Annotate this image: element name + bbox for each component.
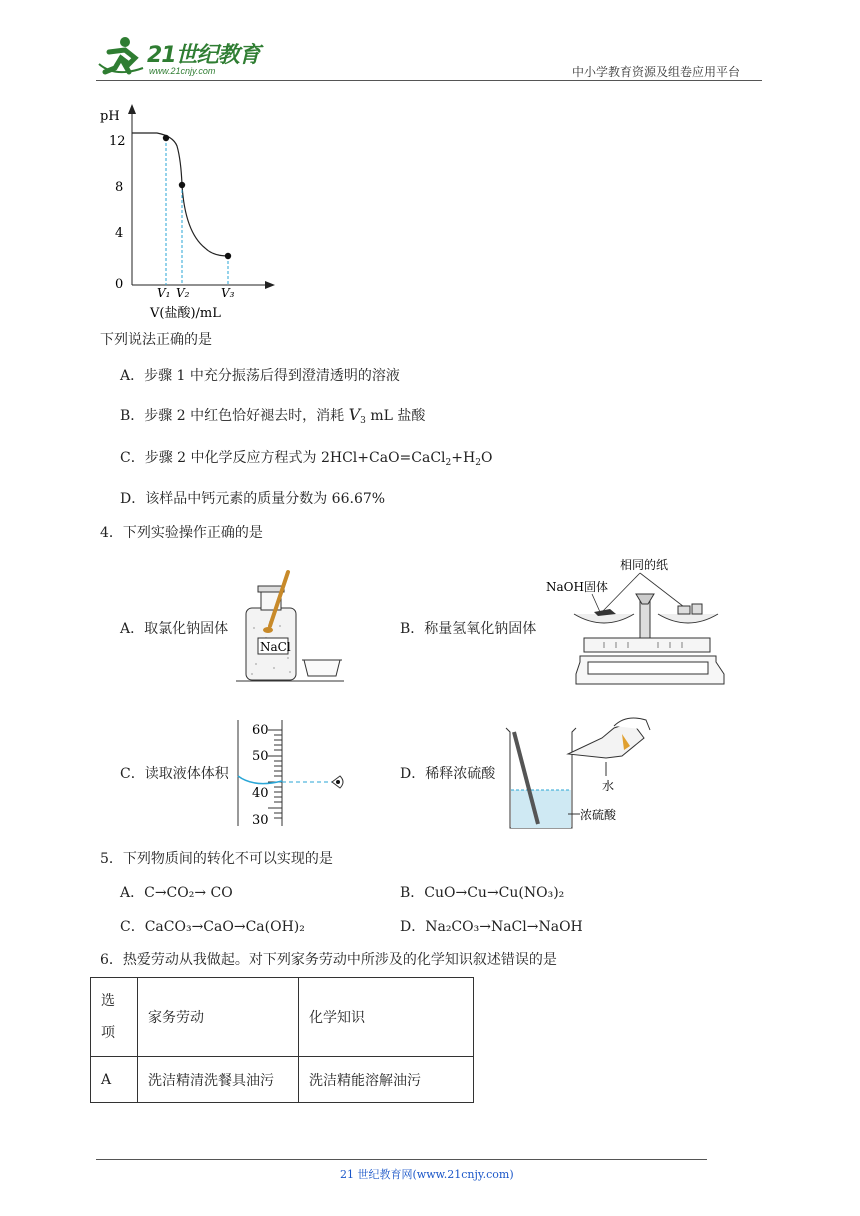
q5-option-a: A．C→CO₂→ CO — [120, 885, 233, 901]
beaker-liquid — [511, 790, 571, 828]
q5-stem: 5．下列物质间的转化不可以实现的是 — [100, 851, 333, 867]
eye-icon — [332, 776, 343, 788]
ph-titration-graph — [95, 100, 295, 332]
footer-rule — [96, 1159, 707, 1160]
logo-text: 21世纪教育 — [147, 43, 260, 68]
q5-option-b: B．CuO→Cu→Cu(NO₃)₂ — [400, 885, 565, 901]
balance-label-paper: 相同的纸 — [620, 558, 669, 572]
runner-logo-icon — [95, 34, 147, 78]
y-axis-label: pH — [100, 109, 120, 124]
y-tick-8: 8 — [115, 180, 124, 195]
row-a-option: A — [91, 1057, 138, 1103]
point-v3 — [225, 253, 231, 259]
x-axis-label: V(盐酸)/mL — [150, 306, 221, 321]
header-rule — [96, 80, 762, 81]
ph-curve — [132, 133, 228, 256]
table-row — [91, 1057, 474, 1103]
q3-stem: 下列说法正确的是 — [100, 332, 212, 348]
table-header-row — [91, 978, 474, 1057]
header-option: 选 项 — [91, 978, 138, 1057]
row-a-knowledge: 洗洁精能溶解油污 — [299, 1057, 474, 1103]
q5-option-c: C．CaCO₃→CaO→Ca(OH)₂ — [120, 919, 305, 935]
q3-option-c: C．步骤 2 中化学反应方程式为 $2HCl+CaO=CaCl_2+H_2O$ — [120, 450, 493, 468]
footer-text: 21 世纪教育网(www.21cnjy.com) — [340, 1168, 514, 1181]
cylinder-tick-40: 40 — [252, 786, 269, 801]
header-chem-knowledge: 化学知识 — [299, 978, 474, 1057]
q4-option-c: C．读取液体体积 — [120, 766, 229, 782]
site-logo — [95, 34, 265, 78]
q4-option-b: B．称量氢氧化钠固体 — [400, 621, 537, 637]
point-v1 — [163, 135, 169, 141]
y-tick-12: 12 — [109, 134, 126, 149]
cylinder-tick-30: 30 — [252, 813, 269, 828]
y-axis-arrow — [128, 104, 136, 114]
x-tick-v2: V₂ — [176, 286, 190, 300]
balance-beam — [584, 638, 710, 652]
q3-b-variable: V — [348, 405, 361, 424]
q4-stem: 4．下列实验操作正确的是 — [100, 525, 263, 541]
bottle-label-text: NaCl — [260, 640, 291, 654]
q4-d-dilution-figure — [502, 716, 662, 834]
y-tick-0: 0 — [115, 277, 124, 292]
q4-b-balance-figure — [540, 556, 725, 698]
left-pan — [574, 614, 634, 623]
balance-label-naoh: NaOH固体 — [546, 580, 608, 594]
x-tick-v3: V₃ — [221, 286, 235, 300]
x-axis-arrow — [265, 281, 275, 289]
weighing-dish — [304, 660, 340, 676]
point-v2 — [179, 182, 185, 188]
meniscus — [238, 776, 282, 784]
q4-option-d: D．稀释浓硫酸 — [400, 766, 496, 782]
label-water: 水 — [602, 779, 615, 793]
q5-option-d: D．Na₂CO₃→NaCl→NaOH — [400, 919, 583, 935]
cylinder-tick-50: 50 — [252, 749, 269, 764]
balance-pointer-column — [640, 598, 650, 642]
x-tick-v1: V₁ — [157, 286, 171, 300]
label-conc-acid: 浓硫酸 — [580, 808, 617, 822]
cylinder-tick-60: 60 — [252, 723, 269, 738]
q3-option-b: B．步骤 2 中红色恰好褪去时，消耗 $V_3$ mL 盐酸 — [120, 405, 426, 426]
q3-option-a: A．步骤 1 中充分振荡后得到澄清透明的溶液 — [120, 368, 400, 384]
header-housework: 家务劳动 — [138, 978, 299, 1057]
q4-a-reagent-bottle-figure — [236, 568, 348, 684]
q3-option-d: D．该样品中钙元素的质量分数为 66.67% — [120, 491, 386, 507]
q4-option-a: A．取氯化钠固体 — [120, 621, 229, 637]
q6-table — [90, 977, 474, 1103]
row-a-housework: 洗洁精清洗餐具油污 — [138, 1057, 299, 1103]
q4-c-cylinder-figure — [232, 718, 352, 828]
right-pan — [658, 614, 718, 623]
header-right-text: 中小学教育资源及组卷应用平台 — [572, 65, 741, 79]
y-tick-4: 4 — [115, 226, 124, 241]
logo-url: www.21cnjy.com — [149, 66, 216, 76]
q6-stem: 6．热爱劳动从我做起。对下列家务劳动中所涉及的化学知识叙述错误的是 — [100, 952, 557, 968]
